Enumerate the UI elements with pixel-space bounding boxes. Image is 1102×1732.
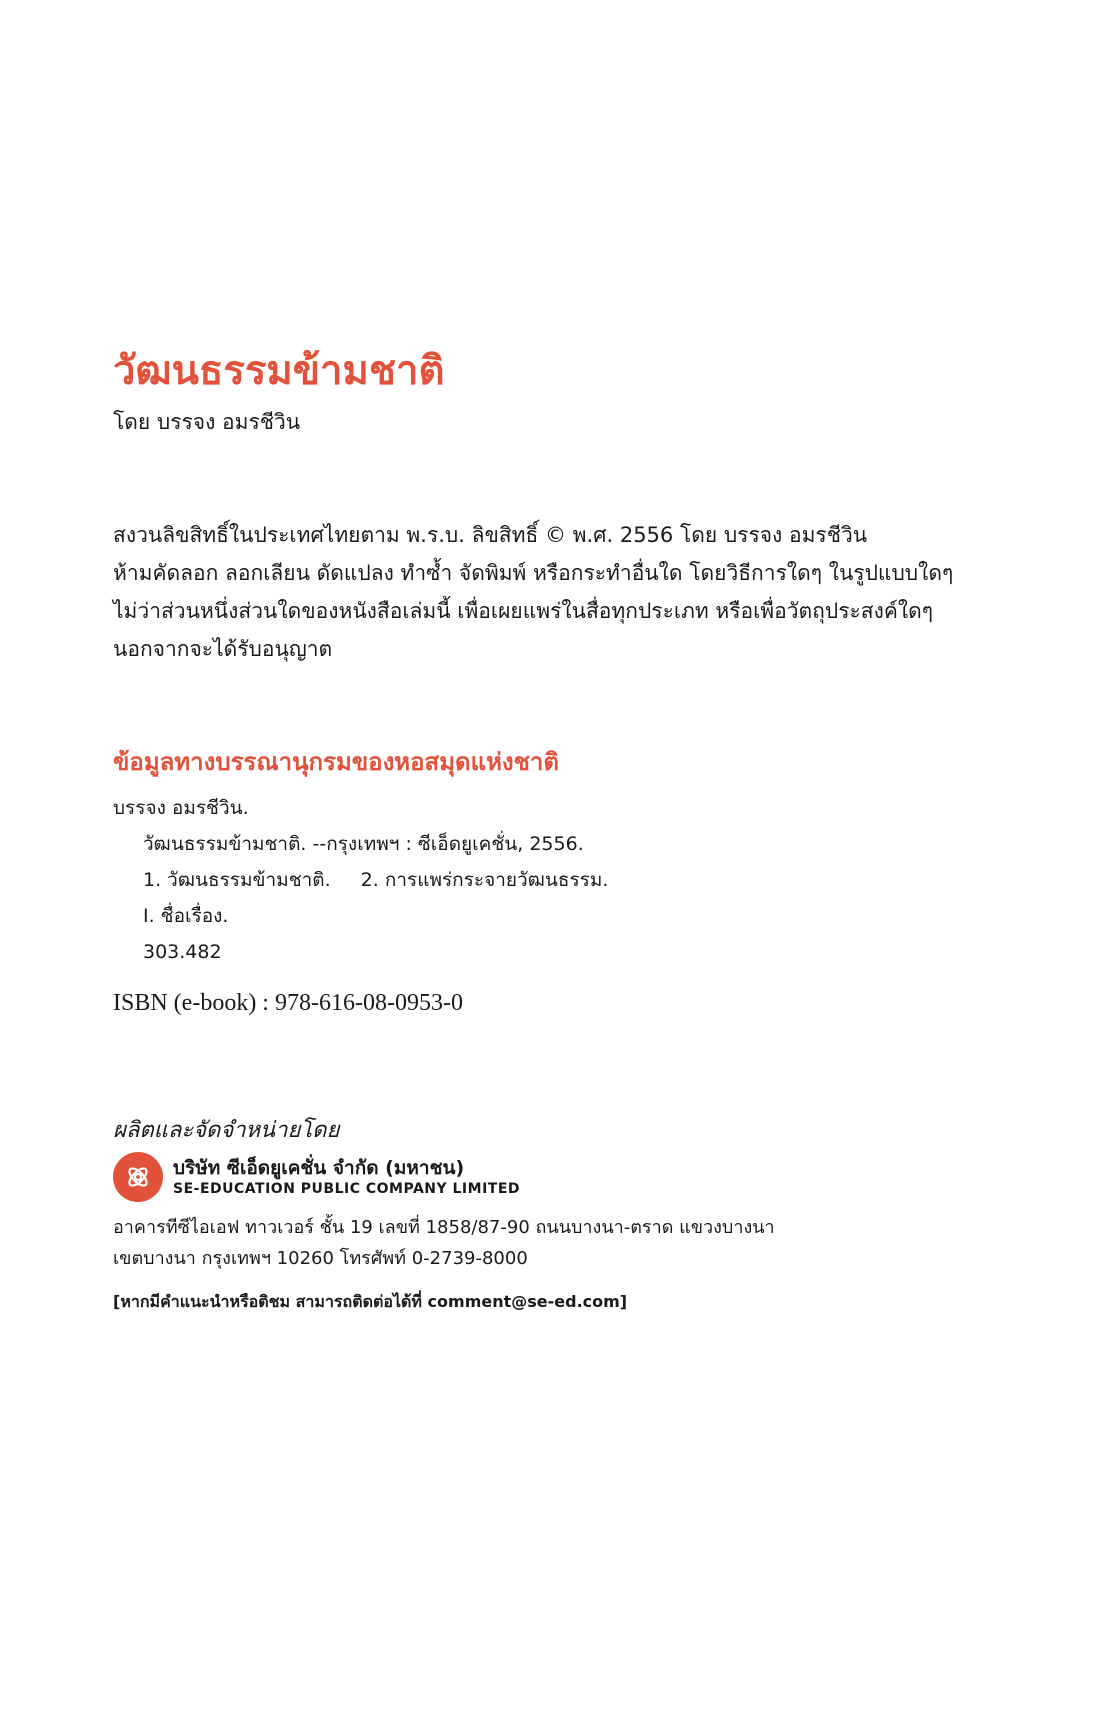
cip-classification: 303.482	[143, 941, 222, 963]
author-line: โดย บรรจง อมรชีวิน	[113, 410, 301, 434]
cip-subjects	[113, 862, 608, 898]
publisher-label: ผลิตและจัดจำหน่ายโดย	[113, 1118, 340, 1143]
copyright-line: ไม่ว่าส่วนหนึ่งส่วนใดของหนังสือเล่มนี้ เพื่อเผยแพร่ในสื่อทุกประเภท หรือเพื่อวัตถุประสงค์ใดๆ	[113, 599, 934, 623]
se-ed-logo-icon	[113, 1152, 163, 1202]
address-line: อาคารทีซีไอเอฟ ทาวเวอร์ ชั้น 19 เลขที่ 1858/87-90 ถนนบางนา-ตราด แขวงบางนา	[113, 1217, 775, 1238]
cip-title-entry: I. ชื่อเรื่อง.	[143, 905, 229, 927]
address-line: เขตบางนา กรุงเทพฯ 10260 โทรศัพท์ 0-2739-8000	[113, 1248, 528, 1269]
cip-heading: ข้อมูลทางบรรณานุกรมของหอสมุดแห่งชาติ	[113, 747, 559, 776]
copyright-line: สงวนลิขสิทธิ์ในประเทศไทยตาม พ.ร.บ. ลิขสิทธิ์ © พ.ศ. 2556 โดย บรรจง อมรชีวิน	[113, 523, 868, 547]
copyright-line: นอกจากจะได้รับอนุญาต	[113, 637, 333, 661]
publisher-logo	[113, 1152, 520, 1202]
cip-subject: 1. วัฒนธรรมข้ามชาติ.	[143, 869, 331, 891]
publisher-address	[113, 1212, 775, 1274]
publisher-name-thai: บริษัท ซีเอ็ดยูเคชั่น จำกัด (มหาชน)	[173, 1157, 465, 1179]
book-title: วัฒนธรรมข้ามชาติ	[113, 347, 445, 394]
isbn: ISBN (e-book) : 978-616-08-0953-0	[113, 990, 463, 1016]
cip-block	[113, 790, 608, 970]
copyright-line: ห้ามคัดลอก ลอกเลียน ดัดแปลง ทำซ้ำ จัดพิมพ์ หรือกระทำอื่นใด โดยวิธีการใดๆ ในรูปแบบใดๆ	[113, 561, 954, 585]
cip-title-line: วัฒนธรรมข้ามชาติ. --กรุงเทพฯ : ซีเอ็ดยูเคชั่น, 2556.	[143, 833, 584, 855]
contact-note: [หากมีคำแนะนำหรือติชม สามารถติดต่อได้ที่ comment@se-ed.com]	[113, 1292, 628, 1311]
publisher-name-english: SE-EDUCATION PUBLIC COMPANY LIMITED	[173, 1181, 521, 1197]
cip-subject: 2. การแพร่กระจายวัฒนธรรม.	[360, 869, 609, 891]
cip-author: บรรจง อมรชีวิน.	[113, 797, 249, 819]
copyright-notice	[113, 516, 993, 668]
